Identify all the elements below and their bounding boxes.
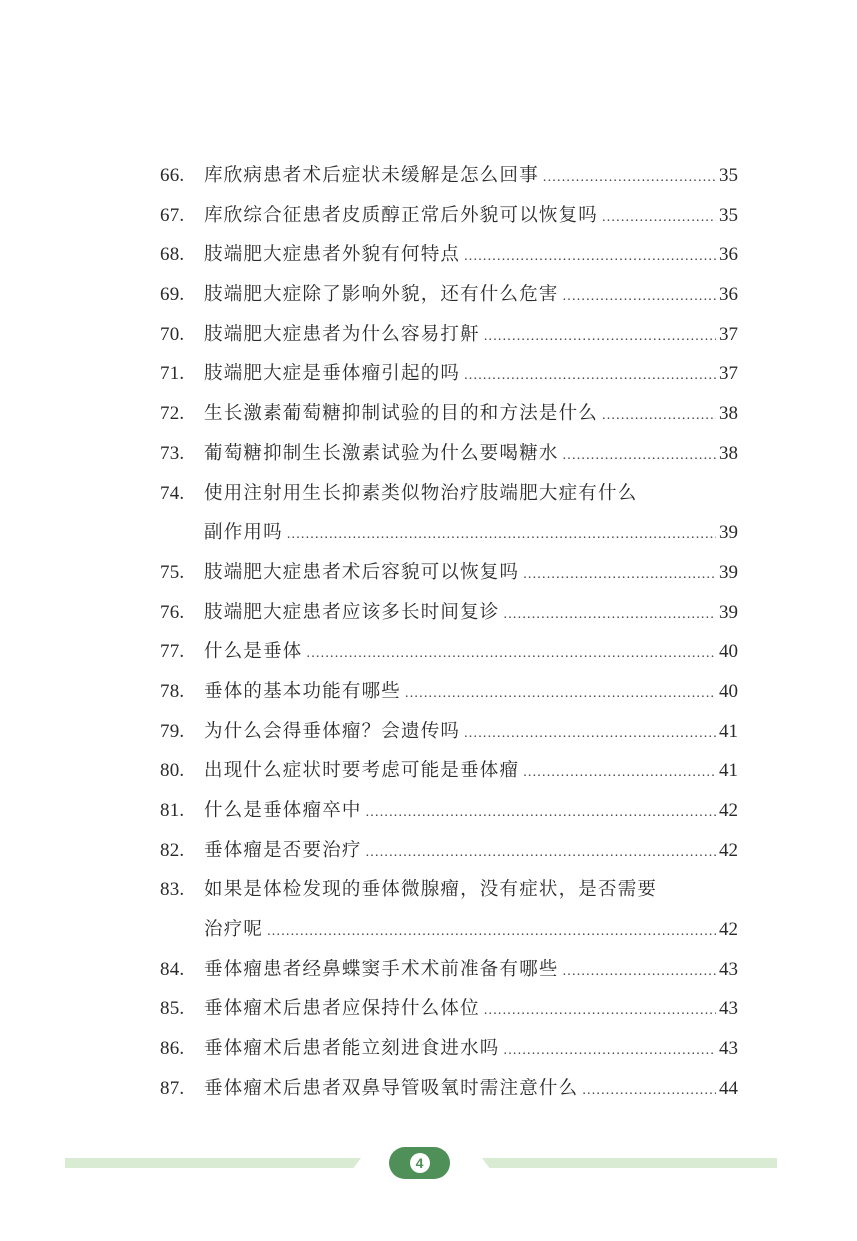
toc-entry-title: 出现什么症状时要考虑可能是垂体瘤 <box>204 760 520 782</box>
toc-entry[interactable] <box>160 791 738 831</box>
toc-entry-number: 82. <box>160 839 185 861</box>
toc-entry-number: 77. <box>160 641 185 663</box>
toc-entry-number: 72. <box>160 403 185 425</box>
toc-entry-number: 79. <box>160 720 185 742</box>
toc-entry[interactable] <box>160 672 738 712</box>
toc-entry-number: 66. <box>160 165 185 186</box>
toc-entry-page: 43 <box>719 1038 738 1060</box>
toc-entry[interactable] <box>160 315 738 355</box>
toc-entry-number: 67. <box>160 204 185 226</box>
toc-dot-leader <box>484 317 716 357</box>
toc-entry[interactable] <box>160 553 738 593</box>
toc-entry-title: 葡萄糖抑制生长激素试验为什么要喝糖水 <box>204 442 559 464</box>
toc-entry[interactable] <box>160 235 738 275</box>
toc-dot-leader <box>366 833 716 873</box>
toc-entry-page: 43 <box>719 958 738 980</box>
toc-entry[interactable] <box>160 751 738 791</box>
toc-dot-leader <box>602 396 716 436</box>
toc-entry[interactable] <box>160 474 738 553</box>
toc-entry-page: 44 <box>719 1077 738 1099</box>
toc-entry[interactable] <box>160 950 738 990</box>
toc-entry[interactable] <box>160 354 738 394</box>
toc-entry[interactable] <box>160 870 738 949</box>
toc-entry-number: 84. <box>160 958 185 980</box>
toc-dot-leader <box>267 912 716 952</box>
toc-dot-leader <box>523 753 716 793</box>
toc-entry-number: 71. <box>160 363 185 385</box>
toc-entry-title: 垂体瘤患者经鼻蝶窦手术术前准备有哪些 <box>204 958 559 980</box>
toc-entry-number: 83. <box>160 879 185 901</box>
toc-entry-page: 35 <box>719 165 738 186</box>
toc-entry[interactable] <box>160 831 738 871</box>
toc-entry-title: 肢端肥大症患者为什么容易打鼾 <box>204 323 480 345</box>
toc-entry-title: 垂体瘤是否要治疗 <box>204 839 362 861</box>
toc-entry-title: 治疗呢 <box>204 919 264 941</box>
toc-entry[interactable] <box>160 712 738 752</box>
footer-band-right <box>482 1158 777 1168</box>
toc-entry-page: 36 <box>719 244 738 266</box>
toc-dot-leader <box>464 356 716 396</box>
toc-entry-number: 73. <box>160 442 185 464</box>
toc-entry-page: 42 <box>719 839 738 861</box>
footer-band-left <box>65 1158 361 1168</box>
toc-entry-number: 78. <box>160 680 185 702</box>
toc-dot-leader <box>405 674 716 714</box>
toc-entry-title: 库欣综合征患者皮质醇正常后外貌可以恢复吗 <box>204 204 599 226</box>
toc-entry-title: 生长激素葡萄糖抑制试验的目的和方法是什么 <box>204 403 599 425</box>
toc-entry-page: 39 <box>719 601 738 623</box>
toc-entry-title: 肢端肥大症是垂体瘤引起的吗 <box>204 363 461 385</box>
toc-dot-leader <box>504 595 716 635</box>
toc-entry-title: 为什么会得垂体瘤？会遗传吗 <box>204 720 461 742</box>
toc-entry-number: 80. <box>160 760 185 782</box>
toc-entry-title: 垂体瘤术后患者应保持什么体位 <box>204 998 480 1020</box>
toc-entry-page: 41 <box>719 720 738 742</box>
toc-dot-leader <box>602 198 716 238</box>
toc-entry[interactable] <box>160 1029 738 1069</box>
toc-entry-number: 81. <box>160 800 185 821</box>
toc-entry[interactable] <box>160 394 738 434</box>
toc-dot-leader <box>504 1031 716 1071</box>
page-number: 4 <box>410 1153 430 1173</box>
toc-dot-leader <box>523 555 716 595</box>
toc-entry[interactable] <box>160 275 738 315</box>
toc-entry-page: 40 <box>719 680 738 702</box>
toc-dot-leader <box>307 634 716 674</box>
toc-entry-page: 35 <box>719 204 738 226</box>
toc-entry[interactable] <box>160 593 738 633</box>
toc-dot-leader <box>563 952 716 992</box>
toc-entry-page: 43 <box>719 998 738 1020</box>
toc-entry-title: 如果是体检发现的垂体微腺瘤，没有症状，是否需要 <box>204 879 658 901</box>
toc-entry-page: 42 <box>719 919 738 941</box>
toc-dot-leader <box>563 277 716 317</box>
toc-entry-page: 36 <box>719 284 738 306</box>
toc-entry-title: 垂体瘤术后患者能立刻进食进水吗 <box>204 1038 500 1060</box>
toc-dot-leader <box>464 714 716 754</box>
toc-dot-leader <box>366 793 716 833</box>
toc-entry-title: 使用注射用生长抑素类似物治疗肢端肥大症有什么 <box>204 482 638 504</box>
toc-dot-leader <box>484 991 716 1031</box>
toc-entry-number: 87. <box>160 1077 185 1099</box>
toc-entry-title: 垂体的基本功能有哪些 <box>204 680 402 702</box>
toc-entry-title: 什么是垂体 <box>204 641 303 663</box>
toc-entry-title: 肢端肥大症患者应该多长时间复诊 <box>204 601 500 623</box>
toc-dot-leader <box>287 515 716 555</box>
page-footer <box>0 1144 857 1184</box>
toc-entry-page: 37 <box>719 323 738 345</box>
toc-entry-number: 76. <box>160 601 185 623</box>
toc-entry-number: 85. <box>160 998 185 1020</box>
toc-entry[interactable] <box>160 196 738 236</box>
toc-entry-page: 38 <box>719 442 738 464</box>
toc-entry-number: 74. <box>160 482 185 504</box>
toc-entry-number: 70. <box>160 323 185 345</box>
toc-entry[interactable] <box>160 434 738 474</box>
toc-entry-page: 41 <box>719 760 738 782</box>
table-of-contents <box>160 156 738 1109</box>
toc-entry-page: 39 <box>719 561 738 583</box>
toc-entry-page: 40 <box>719 641 738 663</box>
toc-entry-number: 75. <box>160 561 185 583</box>
toc-entry-page: 42 <box>719 800 738 821</box>
toc-entry-number: 86. <box>160 1038 185 1060</box>
toc-entry-number: 68. <box>160 244 185 266</box>
toc-entry-title: 垂体瘤术后患者双鼻导管吸氧时需注意什么 <box>204 1077 579 1099</box>
toc-entry-page: 38 <box>719 403 738 425</box>
toc-dot-leader <box>543 158 716 198</box>
toc-dot-leader <box>464 237 716 277</box>
toc-entry-number: 69. <box>160 284 185 306</box>
page-number-badge <box>389 1147 450 1179</box>
toc-entry[interactable] <box>160 989 738 1029</box>
toc-dot-leader <box>563 436 716 476</box>
toc-entry-title: 什么是垂体瘤卒中 <box>204 800 362 821</box>
toc-entry-title: 肢端肥大症患者外貌有何特点 <box>204 244 461 266</box>
toc-entry-page: 37 <box>719 363 738 385</box>
toc-entry-title: 库欣病患者术后症状未缓解是怎么回事 <box>204 165 539 186</box>
toc-entry-title: 副作用吗 <box>204 522 283 544</box>
toc-entry[interactable] <box>160 156 738 196</box>
toc-entry[interactable] <box>160 1069 738 1109</box>
toc-entry[interactable] <box>160 632 738 672</box>
toc-entry-page: 39 <box>719 522 738 544</box>
toc-entry-title: 肢端肥大症除了影响外貌，还有什么危害 <box>204 284 559 306</box>
toc-dot-leader <box>582 1071 716 1111</box>
toc-entry-title: 肢端肥大症患者术后容貌可以恢复吗 <box>204 561 520 583</box>
